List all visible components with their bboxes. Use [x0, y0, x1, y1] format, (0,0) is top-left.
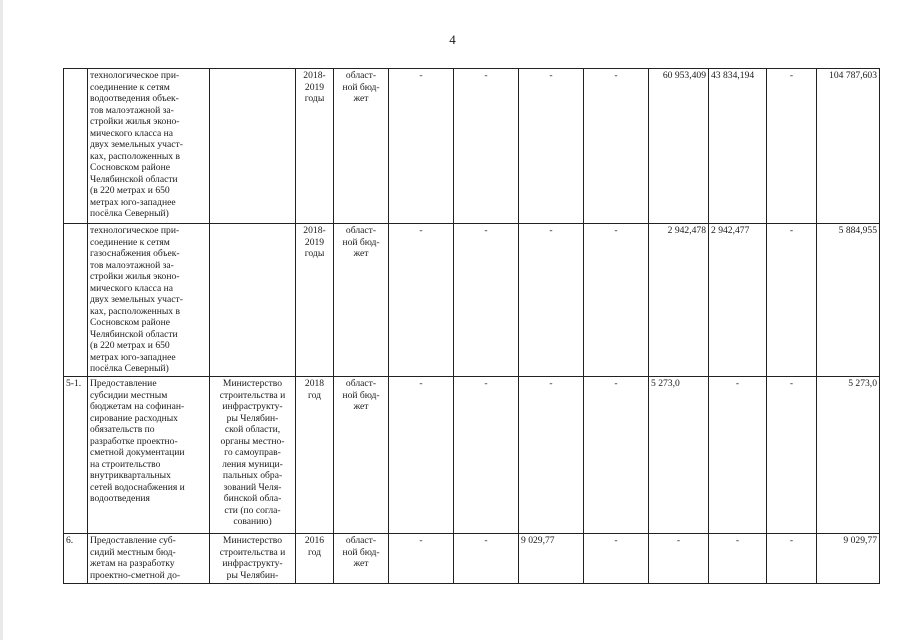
table-row — [64, 534, 880, 584]
value-col-3: - — [519, 224, 584, 377]
value-col-2: - — [454, 69, 519, 224]
funding-source: област- ной бюд- жет — [334, 534, 389, 584]
executor — [210, 69, 296, 224]
value-col-2: - — [454, 534, 519, 584]
row-number — [64, 69, 88, 224]
executor: Министерство строительства и инфраструкту- ры Челябин- ской области, органы местно- го самоуправ- ления муници- пальных обра- зований Челя- бинской обла- сти (по согла- сованию) — [210, 377, 296, 534]
value-col-7: - — [767, 534, 817, 584]
value-col-4: - — [584, 69, 649, 224]
measure-name: технологическое при- соединение к сетям водоотведения объек- тов малоэтажной за- стройки жилья эконо- мического класса на двух земельных участ- ках, расположенных в Сосновском районе Челябинской области (в 220 метрах и 650 метрах юго-западнее посёлка Северный) — [88, 69, 210, 224]
value-col-1: - — [389, 377, 454, 534]
executor — [210, 224, 296, 377]
table-row — [64, 69, 880, 224]
value-col-4: - — [584, 377, 649, 534]
value-col-1: - — [389, 534, 454, 584]
years: 2016 год — [296, 534, 334, 584]
table-row — [64, 377, 880, 534]
budget-table — [63, 68, 880, 584]
value-col-5: - — [649, 534, 709, 584]
table-row — [64, 224, 880, 377]
value-col-6: - — [709, 534, 767, 584]
total-value: 9 029,77 — [817, 534, 880, 584]
value-col-6: - — [709, 377, 767, 534]
value-col-7: - — [767, 69, 817, 224]
value-col-1: - — [389, 69, 454, 224]
row-number: 6. — [64, 534, 88, 584]
value-col-6: 2 942,477 — [709, 224, 767, 377]
total-value: 5 884,955 — [817, 224, 880, 377]
value-col-6: 43 834,194 — [709, 69, 767, 224]
value-col-2: - — [454, 377, 519, 534]
value-col-7: - — [767, 224, 817, 377]
years: 2018 год — [296, 377, 334, 534]
row-number — [64, 224, 88, 377]
measure-name: технологическое при- соединение к сетям газоснабжения объек- тов малоэтажной за- стройки жилья эконо- мического класса на двух земельных участ- ках, расположенных в Сосновском районе Челябинской области (в 220 метрах и 650 метрах юго-западнее посёлка Северный) — [88, 224, 210, 377]
row-number: 5-1. — [64, 377, 88, 534]
value-col-3: - — [519, 69, 584, 224]
total-value: 5 273,0 — [817, 377, 880, 534]
years: 2018- 2019 годы — [296, 69, 334, 224]
value-col-4: - — [584, 534, 649, 584]
executor: Министерство строительства и инфраструкту- ры Челябин- — [210, 534, 296, 584]
value-col-4: - — [584, 224, 649, 377]
value-col-1: - — [389, 224, 454, 377]
value-col-3: - — [519, 377, 584, 534]
page-number: 4 — [449, 32, 456, 47]
scan-edge — [0, 0, 3, 640]
funding-source: област- ной бюд- жет — [334, 377, 389, 534]
value-col-2: - — [454, 224, 519, 377]
value-col-5: 2 942,478 — [649, 224, 709, 377]
years: 2018- 2019 годы — [296, 224, 334, 377]
total-value: 104 787,603 — [817, 69, 880, 224]
funding-source: област- ной бюд- жет — [334, 224, 389, 377]
measure-name: Предоставление суб- сидий местным бюд- жетам на разработку проектно-сметной до- — [88, 534, 210, 584]
value-col-5: 5 273,0 — [649, 377, 709, 534]
value-col-3: 9 029,77 — [519, 534, 584, 584]
value-col-5: 60 953,409 — [649, 69, 709, 224]
measure-name: Предоставление субсидии местным бюджетам на софинан- сирование расходных обязательств по разработке проектно- сметной документации на строительство внутриквартальных сетей водоснабжения и водоотведения — [88, 377, 210, 534]
value-col-7: - — [767, 377, 817, 534]
funding-source: област- ной бюд- жет — [334, 69, 389, 224]
